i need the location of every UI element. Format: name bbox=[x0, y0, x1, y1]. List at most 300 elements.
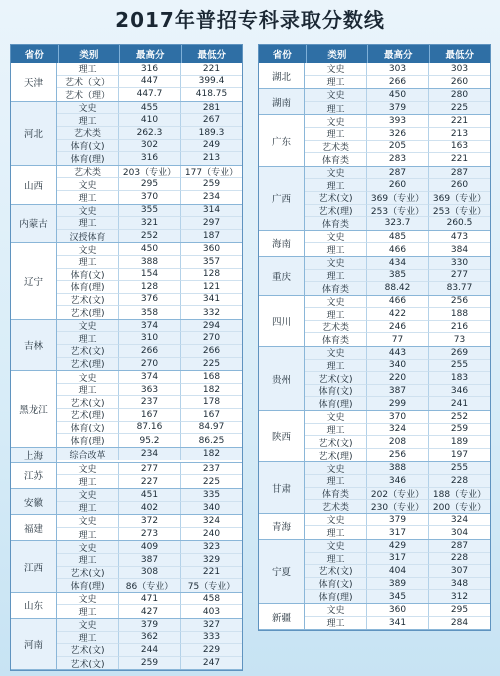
min-score-cell: 314 bbox=[181, 205, 242, 218]
max-score-cell: 374 bbox=[119, 320, 181, 333]
max-score-cell: 379 bbox=[367, 514, 429, 527]
min-score-cell: 260.5 bbox=[429, 217, 490, 230]
province-cell: 湖南 bbox=[259, 89, 305, 114]
min-score-cell: 255 bbox=[429, 462, 490, 475]
max-score-cell: 447 bbox=[119, 76, 181, 89]
table-row bbox=[57, 191, 242, 204]
category-cell: 理工 bbox=[305, 424, 367, 437]
max-score-cell: 358 bbox=[119, 306, 181, 319]
table-row bbox=[57, 396, 242, 409]
category-cell: 汉授体育 bbox=[57, 230, 119, 243]
max-score-cell: 317 bbox=[367, 553, 429, 566]
max-score-cell: 374 bbox=[119, 371, 181, 384]
min-score-cell: 213 bbox=[181, 152, 242, 165]
table-body bbox=[259, 63, 490, 630]
table-row bbox=[305, 179, 490, 192]
min-score-cell: 241 bbox=[429, 397, 490, 410]
table-row bbox=[57, 205, 242, 218]
min-score-cell: 234 bbox=[181, 191, 242, 204]
table-row bbox=[305, 540, 490, 553]
table-row bbox=[57, 63, 242, 76]
table-row bbox=[305, 604, 490, 617]
table-row bbox=[305, 282, 490, 295]
min-score-cell: 247 bbox=[181, 657, 242, 670]
max-score-cell: 202（专业） bbox=[367, 488, 429, 501]
min-score-cell: 284 bbox=[429, 617, 490, 630]
table-row bbox=[305, 167, 490, 180]
table-row bbox=[305, 243, 490, 256]
table-row bbox=[57, 515, 242, 528]
category-cell: 文史 bbox=[305, 347, 367, 360]
table-row bbox=[305, 590, 490, 603]
category-cell: 体育(文) bbox=[305, 385, 367, 398]
min-score-cell: 228 bbox=[429, 475, 490, 488]
max-score-cell: 422 bbox=[367, 308, 429, 321]
category-cell: 文史 bbox=[57, 541, 119, 554]
max-score-cell: 303 bbox=[367, 63, 429, 76]
category-cell: 艺术(文) bbox=[305, 192, 367, 205]
category-cell: 文史 bbox=[57, 463, 119, 476]
province-cell: 广西 bbox=[259, 167, 305, 230]
table-row bbox=[305, 321, 490, 334]
min-score-cell: 183 bbox=[429, 372, 490, 385]
table-row bbox=[305, 63, 490, 76]
max-score-cell: 410 bbox=[119, 114, 181, 127]
max-score-cell: 370 bbox=[367, 411, 429, 424]
province-group bbox=[259, 231, 490, 257]
min-score-cell: 266 bbox=[181, 345, 242, 358]
min-score-cell: 287 bbox=[429, 167, 490, 180]
table-row bbox=[57, 102, 242, 115]
max-score-cell: 389 bbox=[367, 578, 429, 591]
table-row bbox=[305, 76, 490, 89]
max-score-cell: 450 bbox=[367, 89, 429, 102]
min-score-cell: 216 bbox=[429, 321, 490, 334]
category-cell: 理工 bbox=[57, 63, 119, 76]
max-score-cell: 427 bbox=[119, 605, 181, 618]
table-row bbox=[57, 178, 242, 191]
table-row bbox=[305, 115, 490, 128]
category-cell: 体育(文) bbox=[305, 578, 367, 591]
province-group bbox=[259, 411, 490, 462]
max-score-cell: 234 bbox=[119, 448, 181, 461]
table-row bbox=[305, 372, 490, 385]
max-score-cell: 409 bbox=[119, 541, 181, 554]
province-group bbox=[11, 320, 242, 371]
table-row bbox=[57, 306, 242, 319]
max-score-cell: 302 bbox=[119, 140, 181, 153]
min-score-cell: 189.3 bbox=[181, 127, 242, 140]
category-cell: 体育类 bbox=[305, 333, 367, 346]
category-cell: 理工 bbox=[57, 332, 119, 345]
table-row bbox=[57, 76, 242, 89]
category-cell: 艺术(理) bbox=[305, 205, 367, 218]
category-cell: 艺术(理) bbox=[305, 449, 367, 462]
table-row bbox=[305, 102, 490, 115]
min-score-cell: 323 bbox=[181, 541, 242, 554]
header-province: 省份 bbox=[11, 45, 59, 63]
max-score-cell: 295 bbox=[119, 178, 181, 191]
min-score-cell: 341 bbox=[181, 294, 242, 307]
max-score-cell: 154 bbox=[119, 269, 181, 282]
province-group bbox=[11, 593, 242, 619]
category-cell: 文史 bbox=[305, 540, 367, 553]
province-cell: 安徽 bbox=[11, 489, 57, 514]
page-title: 2017年普招专科录取分数线 bbox=[115, 8, 385, 32]
min-score-cell: 86.25 bbox=[181, 434, 242, 447]
table-row bbox=[305, 578, 490, 591]
category-cell: 艺术(文) bbox=[305, 372, 367, 385]
category-cell: 文史 bbox=[305, 89, 367, 102]
category-cell: 艺术(理) bbox=[57, 409, 119, 422]
min-score-cell: 307 bbox=[429, 565, 490, 578]
province-group bbox=[11, 489, 242, 515]
category-cell: 理工 bbox=[305, 617, 367, 630]
table-row bbox=[305, 296, 490, 309]
max-score-cell: 369（专业） bbox=[367, 192, 429, 205]
province-group bbox=[11, 619, 242, 670]
max-score-cell: 466 bbox=[367, 296, 429, 309]
min-score-cell: 229 bbox=[181, 644, 242, 657]
min-score-cell: 260 bbox=[429, 179, 490, 192]
province-cell: 福建 bbox=[11, 515, 57, 540]
category-cell: 艺术（理） bbox=[57, 88, 119, 101]
province-group bbox=[259, 462, 490, 513]
min-score-cell: 73 bbox=[429, 333, 490, 346]
min-score-cell: 213 bbox=[429, 128, 490, 141]
left-score-table bbox=[10, 44, 243, 671]
min-score-cell: 458 bbox=[181, 593, 242, 606]
province-cell: 上海 bbox=[11, 448, 57, 462]
province-cell: 宁夏 bbox=[259, 540, 305, 603]
category-cell: 文史 bbox=[305, 296, 367, 309]
province-group bbox=[11, 515, 242, 541]
category-cell: 理工 bbox=[305, 475, 367, 488]
min-score-cell: 167 bbox=[181, 409, 242, 422]
max-score-cell: 402 bbox=[119, 502, 181, 515]
table-row bbox=[57, 644, 242, 657]
category-cell: 文史 bbox=[305, 115, 367, 128]
max-score-cell: 256 bbox=[367, 449, 429, 462]
table-row bbox=[305, 488, 490, 501]
category-cell: 综合改革 bbox=[57, 448, 119, 461]
table-row bbox=[305, 128, 490, 141]
category-cell: 文史 bbox=[57, 489, 119, 502]
table-row bbox=[305, 153, 490, 166]
province-cell: 河南 bbox=[11, 619, 57, 669]
table-row bbox=[305, 397, 490, 410]
max-score-cell: 277 bbox=[119, 463, 181, 476]
table-row bbox=[305, 462, 490, 475]
category-cell: 文史 bbox=[305, 462, 367, 475]
category-cell: 体育(理) bbox=[57, 434, 119, 447]
category-cell: 理工 bbox=[305, 360, 367, 373]
category-cell: 艺术(文) bbox=[57, 657, 119, 670]
max-score-cell: 379 bbox=[367, 102, 429, 115]
max-score-cell: 326 bbox=[367, 128, 429, 141]
table-row bbox=[305, 231, 490, 244]
min-score-cell: 473 bbox=[429, 231, 490, 244]
header-category: 类别 bbox=[307, 45, 368, 63]
max-score-cell: 88.42 bbox=[367, 282, 429, 295]
table-row bbox=[305, 385, 490, 398]
max-score-cell: 376 bbox=[119, 294, 181, 307]
category-cell: 艺术(理) bbox=[57, 358, 119, 371]
min-score-cell: 324 bbox=[429, 514, 490, 527]
category-cell: 体育(文) bbox=[57, 269, 119, 282]
max-score-cell: 205 bbox=[367, 141, 429, 154]
category-cell: 理工 bbox=[57, 632, 119, 645]
min-score-cell: 303 bbox=[429, 63, 490, 76]
min-score-cell: 281 bbox=[181, 102, 242, 115]
max-score-cell: 244 bbox=[119, 644, 181, 657]
table-row bbox=[57, 528, 242, 541]
province-cell: 甘肃 bbox=[259, 462, 305, 512]
max-score-cell: 387 bbox=[119, 554, 181, 567]
category-cell: 文史 bbox=[57, 102, 119, 115]
table-row bbox=[57, 358, 242, 371]
table-row bbox=[57, 140, 242, 153]
table-row bbox=[57, 114, 242, 127]
min-score-cell: 259 bbox=[181, 178, 242, 191]
max-score-cell: 128 bbox=[119, 281, 181, 294]
category-cell: 文史 bbox=[57, 243, 119, 256]
max-score-cell: 310 bbox=[119, 332, 181, 345]
category-cell: 文史 bbox=[305, 514, 367, 527]
table-row bbox=[57, 294, 242, 307]
category-cell: 艺术(文) bbox=[305, 565, 367, 578]
table-row bbox=[57, 152, 242, 165]
max-score-cell: 227 bbox=[119, 475, 181, 488]
table-row bbox=[57, 554, 242, 567]
min-score-cell: 295 bbox=[429, 604, 490, 617]
category-cell: 理工 bbox=[305, 553, 367, 566]
table-header bbox=[11, 45, 242, 63]
min-score-cell: 348 bbox=[429, 578, 490, 591]
max-score-cell: 86（专业） bbox=[119, 579, 181, 592]
min-score-cell: 182 bbox=[181, 384, 242, 397]
province-cell: 江苏 bbox=[11, 463, 57, 488]
category-cell: 艺术（文） bbox=[57, 76, 119, 89]
max-score-cell: 404 bbox=[367, 565, 429, 578]
max-score-cell: 372 bbox=[119, 515, 181, 528]
table-row bbox=[57, 88, 242, 101]
min-score-cell: 188（专业） bbox=[429, 488, 490, 501]
min-score-cell: 260 bbox=[429, 76, 490, 89]
max-score-cell: 485 bbox=[367, 231, 429, 244]
max-score-cell: 385 bbox=[367, 270, 429, 283]
min-score-cell: 277 bbox=[429, 270, 490, 283]
max-score-cell: 260 bbox=[367, 179, 429, 192]
table-row bbox=[57, 619, 242, 632]
table-row bbox=[57, 230, 242, 243]
min-score-cell: 189 bbox=[429, 436, 490, 449]
category-cell: 文史 bbox=[305, 411, 367, 424]
max-score-cell: 95.2 bbox=[119, 434, 181, 447]
header-category: 类别 bbox=[59, 45, 120, 63]
category-cell: 体育(理) bbox=[57, 579, 119, 592]
max-score-cell: 346 bbox=[367, 475, 429, 488]
table-row bbox=[305, 526, 490, 539]
table-row bbox=[57, 127, 242, 140]
category-cell: 理工 bbox=[305, 270, 367, 283]
province-cell: 新疆 bbox=[259, 604, 305, 629]
category-cell: 理工 bbox=[305, 243, 367, 256]
min-score-cell: 188 bbox=[429, 308, 490, 321]
category-cell: 理工 bbox=[57, 605, 119, 618]
min-score-cell: 221 bbox=[429, 153, 490, 166]
category-cell: 艺术(文) bbox=[57, 567, 119, 580]
province-cell: 陕西 bbox=[259, 411, 305, 461]
min-score-cell: 312 bbox=[429, 590, 490, 603]
min-score-cell: 168 bbox=[181, 371, 242, 384]
min-score-cell: 177（专业） bbox=[181, 166, 242, 179]
max-score-cell: 167 bbox=[119, 409, 181, 422]
max-score-cell: 455 bbox=[119, 102, 181, 115]
table-body bbox=[11, 63, 242, 670]
max-score-cell: 287 bbox=[367, 167, 429, 180]
max-score-cell: 443 bbox=[367, 347, 429, 360]
max-score-cell: 299 bbox=[367, 397, 429, 410]
category-cell: 文史 bbox=[57, 205, 119, 218]
province-group bbox=[259, 63, 490, 89]
min-score-cell: 252 bbox=[429, 411, 490, 424]
table-row bbox=[57, 281, 242, 294]
table-row bbox=[57, 567, 242, 580]
min-score-cell: 249 bbox=[181, 140, 242, 153]
table-row bbox=[57, 541, 242, 554]
table-row bbox=[57, 243, 242, 256]
max-score-cell: 308 bbox=[119, 567, 181, 580]
category-cell: 体育(理) bbox=[305, 590, 367, 603]
table-row bbox=[57, 579, 242, 592]
min-score-cell: 182 bbox=[181, 448, 242, 461]
province-group bbox=[259, 604, 490, 630]
max-score-cell: 323.7 bbox=[367, 217, 429, 230]
table-row bbox=[57, 605, 242, 618]
min-score-cell: 178 bbox=[181, 396, 242, 409]
province-group bbox=[11, 63, 242, 102]
min-score-cell: 333 bbox=[181, 632, 242, 645]
table-row bbox=[57, 632, 242, 645]
min-score-cell: 304 bbox=[429, 526, 490, 539]
header-min-score: 最低分 bbox=[445, 50, 475, 61]
max-score-cell: 316 bbox=[119, 152, 181, 165]
category-cell: 文史 bbox=[57, 178, 119, 191]
table-row bbox=[305, 514, 490, 527]
category-cell: 理工 bbox=[57, 191, 119, 204]
min-score-cell: 240 bbox=[181, 528, 242, 541]
province-group bbox=[259, 257, 490, 296]
max-score-cell: 266 bbox=[367, 76, 429, 89]
max-score-cell: 451 bbox=[119, 489, 181, 502]
category-cell: 文史 bbox=[57, 515, 119, 528]
province-group bbox=[11, 448, 242, 463]
max-score-cell: 252 bbox=[119, 230, 181, 243]
min-score-cell: 255 bbox=[429, 360, 490, 373]
min-score-cell: 346 bbox=[429, 385, 490, 398]
min-score-cell: 83.77 bbox=[429, 282, 490, 295]
category-cell: 理工 bbox=[305, 128, 367, 141]
min-score-cell: 330 bbox=[429, 257, 490, 270]
max-score-cell: 77 bbox=[367, 333, 429, 346]
province-group bbox=[11, 541, 242, 592]
category-cell: 理工 bbox=[305, 179, 367, 192]
province-cell: 广东 bbox=[259, 115, 305, 165]
min-score-cell: 200（专业） bbox=[429, 500, 490, 513]
category-cell: 文史 bbox=[57, 619, 119, 632]
min-score-cell: 225 bbox=[181, 475, 242, 488]
max-score-cell: 283 bbox=[367, 153, 429, 166]
province-cell: 湖北 bbox=[259, 63, 305, 88]
category-cell: 体育类 bbox=[305, 217, 367, 230]
province-group bbox=[259, 115, 490, 166]
max-score-cell: 273 bbox=[119, 528, 181, 541]
min-score-cell: 197 bbox=[429, 449, 490, 462]
category-cell: 体育(理) bbox=[57, 152, 119, 165]
category-cell: 艺术类 bbox=[57, 166, 119, 179]
min-score-cell: 418.75 bbox=[181, 88, 242, 101]
max-score-cell: 262.3 bbox=[119, 127, 181, 140]
min-score-cell: 225 bbox=[429, 102, 490, 115]
max-score-cell: 450 bbox=[119, 243, 181, 256]
table-row bbox=[305, 270, 490, 283]
max-score-cell: 434 bbox=[367, 257, 429, 270]
min-score-cell: 267 bbox=[181, 114, 242, 127]
min-score-cell: 399.4 bbox=[181, 76, 242, 89]
category-cell: 理工 bbox=[57, 256, 119, 269]
max-score-cell: 393 bbox=[367, 115, 429, 128]
min-score-cell: 332 bbox=[181, 306, 242, 319]
province-cell: 重庆 bbox=[259, 257, 305, 295]
max-score-cell: 237 bbox=[119, 396, 181, 409]
province-cell: 河北 bbox=[11, 102, 57, 165]
table-row bbox=[57, 657, 242, 670]
province-cell: 吉林 bbox=[11, 320, 57, 370]
max-score-cell: 246 bbox=[367, 321, 429, 334]
max-score-cell: 362 bbox=[119, 632, 181, 645]
max-score-cell: 363 bbox=[119, 384, 181, 397]
category-cell: 文史 bbox=[305, 63, 367, 76]
min-score-cell: 360 bbox=[181, 243, 242, 256]
min-score-cell: 269 bbox=[429, 347, 490, 360]
table-row bbox=[57, 409, 242, 422]
province-cell: 青海 bbox=[259, 514, 305, 539]
table-row bbox=[305, 475, 490, 488]
max-score-cell: 203（专业） bbox=[119, 166, 181, 179]
province-cell: 辽宁 bbox=[11, 243, 57, 319]
header-min-score: 最低分 bbox=[197, 50, 227, 61]
max-score-cell: 230（专业） bbox=[367, 500, 429, 513]
province-group bbox=[259, 296, 490, 347]
table-row bbox=[305, 205, 490, 218]
table-row bbox=[305, 141, 490, 154]
category-cell: 体育(理) bbox=[305, 397, 367, 410]
table-row bbox=[57, 269, 242, 282]
min-score-cell: 163 bbox=[429, 141, 490, 154]
min-score-cell: 403 bbox=[181, 605, 242, 618]
table-row bbox=[57, 463, 242, 476]
province-group bbox=[11, 463, 242, 489]
province-cell: 山东 bbox=[11, 593, 57, 618]
table-row bbox=[305, 553, 490, 566]
min-score-cell: 340 bbox=[181, 502, 242, 515]
province-group bbox=[259, 540, 490, 604]
max-score-cell: 388 bbox=[367, 462, 429, 475]
province-cell: 黑龙江 bbox=[11, 371, 57, 447]
category-cell: 理工 bbox=[305, 308, 367, 321]
max-score-cell: 388 bbox=[119, 256, 181, 269]
